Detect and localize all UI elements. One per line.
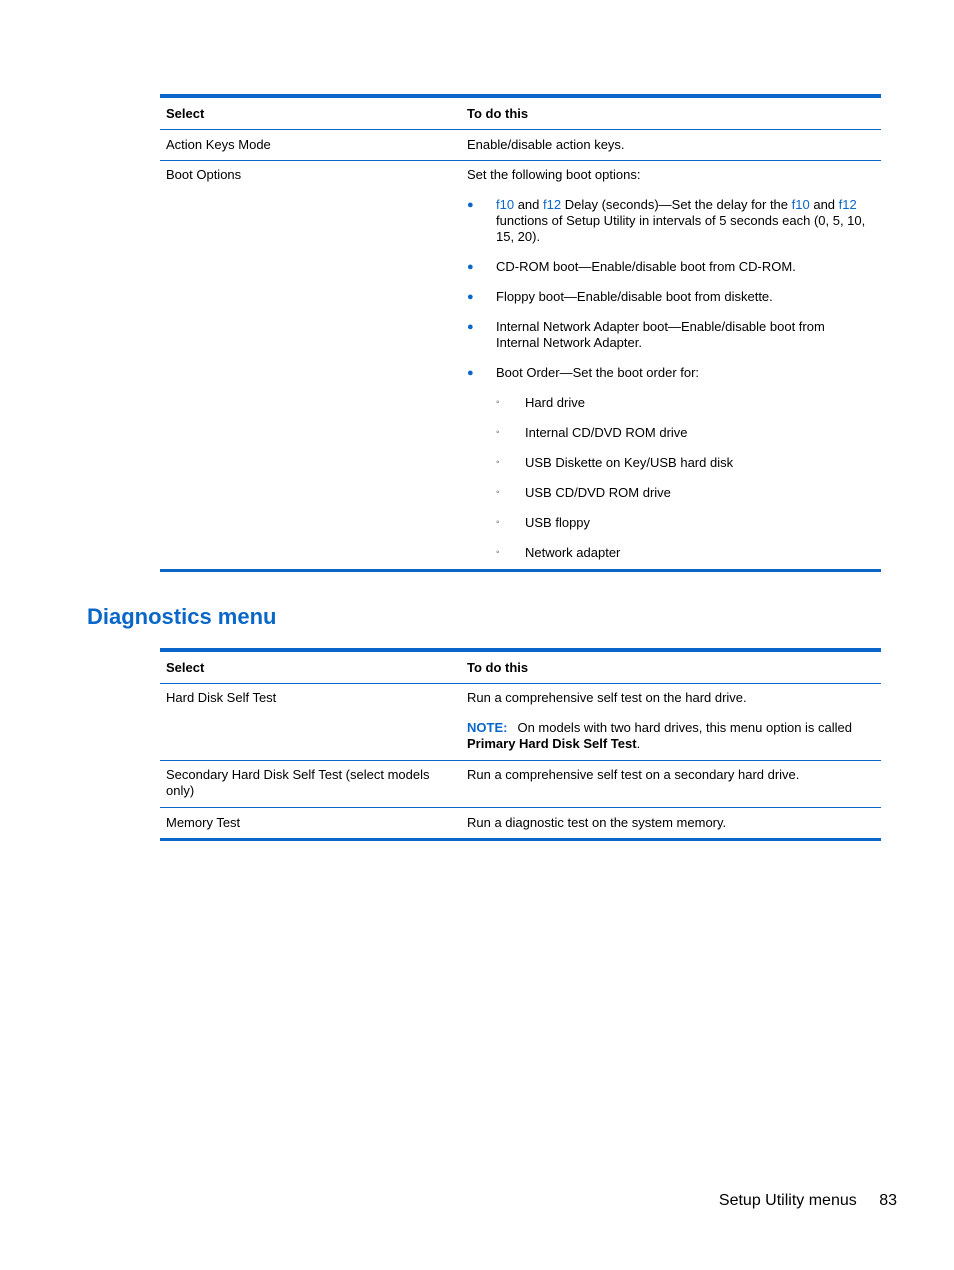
bullet-icon: ● [467,199,474,211]
table-row [160,161,881,569]
list-item: ● Internal Network Adapter boot—Enable/disable boot from Internal Network Adapter. [467,319,825,350]
boot-table [160,94,881,572]
bullet-icon: ● [467,321,474,333]
table-row [160,684,881,761]
key-f12: f12 [543,197,562,212]
table-header [160,652,881,684]
circle-bullet-icon: ◦ [496,427,500,438]
bullet-icon: ● [467,367,474,379]
circle-bullet-icon: ◦ [496,487,500,498]
row-select: Boot Options [166,167,242,182]
row-select: Action Keys Mode [166,137,271,152]
list-item: ◦ USB Diskette on Key/USB hard disk [496,455,734,470]
header-select: Select [166,660,205,675]
row-todo: Enable/disable action keys. [467,137,625,152]
key-f10: f10 [791,197,810,212]
circle-bullet-icon: ◦ [496,397,500,408]
circle-bullet-icon: ◦ [496,547,500,558]
footer-section: Setup Utility menus [718,1192,857,1209]
circle-bullet-icon: ◦ [496,457,500,468]
list-item: ● f10 and f12 Delay (seconds)—Set the delay for the f10 and f12 functions of Setup Utility in intervals of 5 seconds each (0, 5, 10, 15, 20). [467,197,866,244]
list-item: ◦ USB CD/DVD ROM drive [496,485,671,500]
list-item: ◦ USB floppy [496,515,591,530]
list-item: ● CD-ROM boot—Enable/disable boot from CD-ROM. [467,259,796,274]
list-item: ◦ Internal CD/DVD ROM drive [496,425,688,440]
key-f10: f10 [496,197,515,212]
header-select: Select [166,106,205,121]
section-title: Diagnostics menu [87,604,277,629]
note: NOTE: On models with two hard drives, this menu option is called Primary Hard Disk Self Test. [467,720,852,751]
key-f12: f12 [838,197,857,212]
note-label: NOTE: [467,720,508,735]
circle-bullet-icon: ◦ [496,517,500,528]
row-todo: Set the following boot options: [467,167,641,182]
bullet-icon: ● [467,291,474,303]
row-select: Memory Test [166,815,241,830]
list-item: ● Floppy boot—Enable/disable boot from diskette. [467,289,773,304]
table-row [160,808,881,838]
bullet-icon: ● [467,261,474,273]
row-select: Secondary Hard Disk Self Test (select models only) [166,767,430,798]
row-todo: Run a diagnostic test on the system memory. [467,815,727,830]
note-bold: Primary Hard Disk Self Test [467,736,637,751]
diagnostics-table [160,648,881,841]
page-footer [719,1192,897,1210]
table-row [160,130,881,161]
row-todo-list [461,167,881,561]
note-text: On models with two hard drives, this menu option is called [517,720,852,735]
list-item: ◦ Hard drive [496,395,585,410]
header-todo: To do this [467,106,529,121]
list-item: ◦ Network adapter [496,545,621,560]
table-row [160,761,881,808]
page-number: 83 [879,1192,897,1209]
row-todo: Run a comprehensive self test on the hard drive. [467,690,747,705]
table-header [160,98,881,130]
row-select: Hard Disk Self Test [166,690,277,705]
header-todo: To do this [467,660,529,675]
list-item: ● Boot Order—Set the boot order for: [467,365,700,380]
row-todo: Run a comprehensive self test on a secondary hard drive. [467,767,800,782]
